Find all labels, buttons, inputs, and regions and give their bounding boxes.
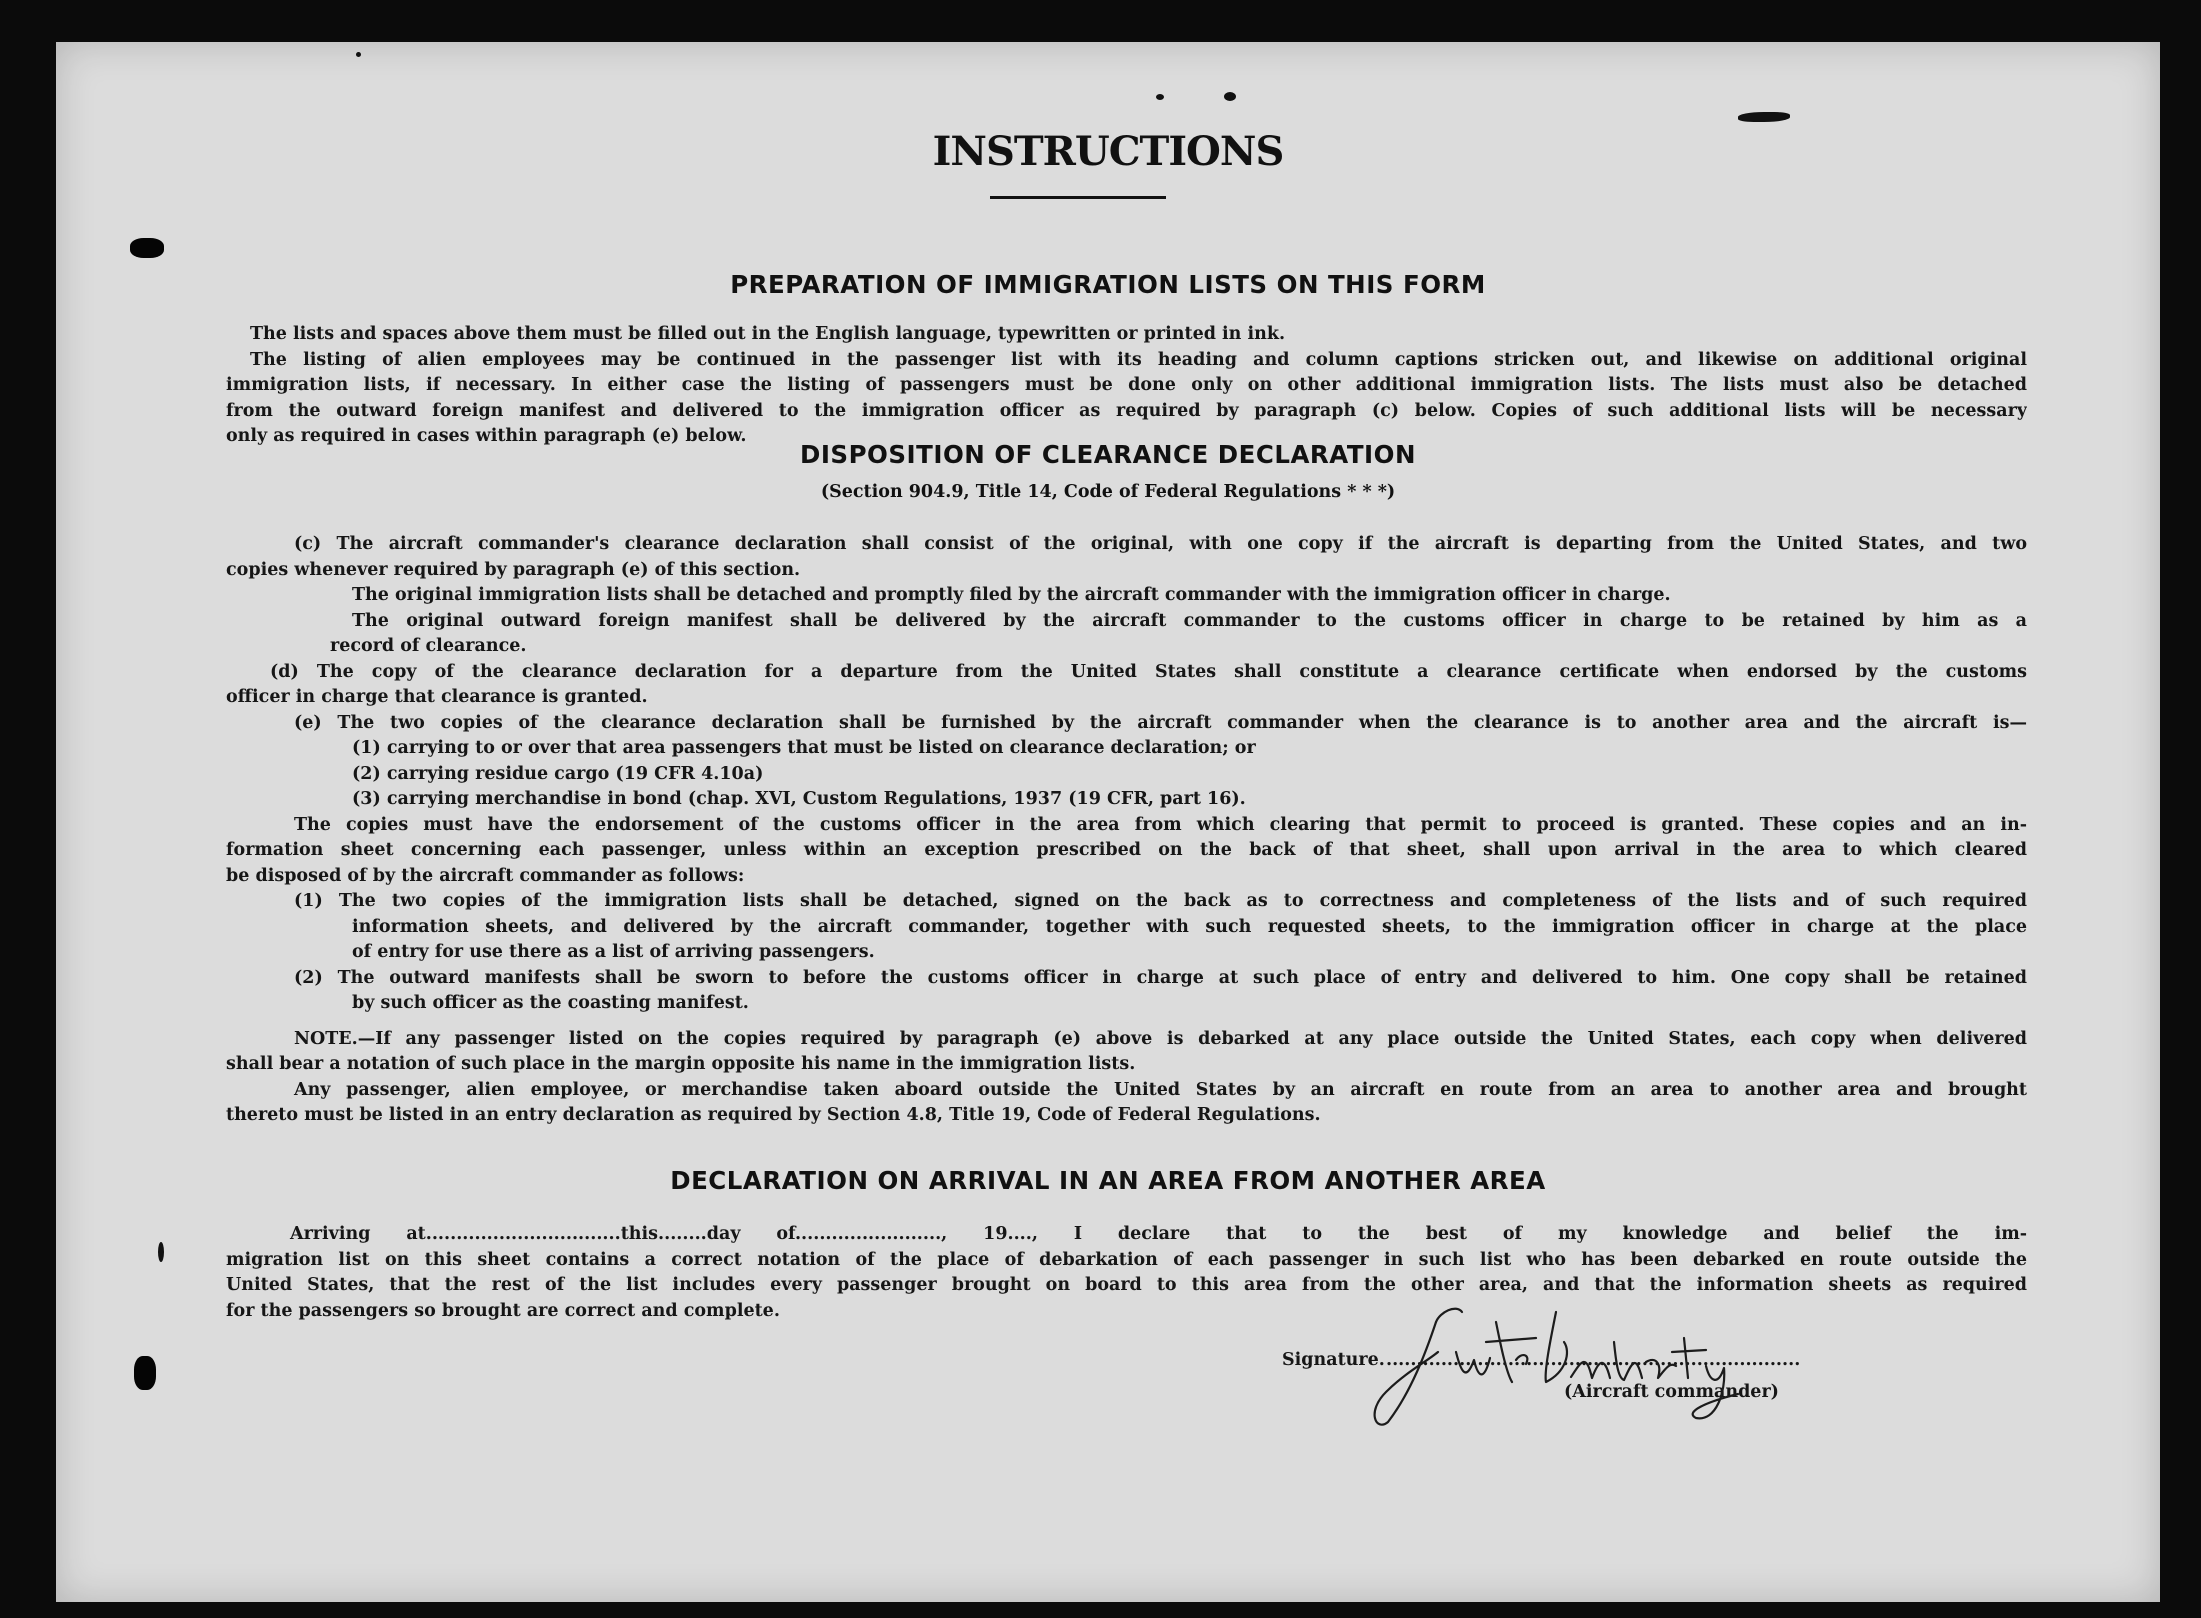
disposition-line: information sheets, and delivered by the aircraft commander, together with such requested sheets, to the immigration officer in charge at the place: [352, 916, 2027, 937]
disposition-line: of entry for use there as a list of arriving passengers.: [352, 942, 875, 962]
disposition-line: The original outward foreign manifest shall be delivered by the aircraft commander to the customs officer in charge to be retained by him as a: [352, 610, 2027, 631]
preparation-heading: PREPARATION OF IMMIGRATION LISTS ON THIS FORM: [730, 270, 1486, 299]
preparation-body: [226, 322, 2027, 450]
arrival-heading: DECLARATION ON ARRIVAL IN AN AREA FROM ANOTHER AREA: [670, 1166, 1546, 1195]
disposition-line: record of clearance.: [330, 636, 527, 656]
disposition-line: NOTE.—If any passenger listed on the copies required by paragraph (e) above is debarked at any place outside the United States, each copy when delivered: [294, 1028, 2027, 1049]
ink-speck: [1156, 94, 1164, 100]
disposition-line: (3) carrying merchandise in bond (chap. XVI, Custom Regulations, 1937 (19 CFR, part 16).: [352, 789, 1246, 809]
disposition-line: (1) The two copies of the immigration lists shall be detached, signed on the back as to correctness and completeness of the lists and of such required: [294, 891, 2027, 911]
disposition-line: be disposed of by the aircraft commander as follows:: [226, 865, 745, 886]
disposition-heading: DISPOSITION OF CLEARANCE DECLARATION: [799, 440, 1416, 469]
document-page: [56, 42, 2160, 1602]
disposition-subheading: (Section 904.9, Title 14, Code of Federal Regulations * * *): [820, 482, 1396, 502]
disposition-line: (c) The aircraft commander's clearance declaration shall consist of the original, with one copy if the aircraft is departing from the United States, and two: [294, 534, 2027, 554]
disposition-body: [226, 532, 2027, 1129]
disposition-line: copies whenever required by paragraph (e) of this section.: [226, 559, 801, 580]
preparation-line: The listing of alien employees may be continued in the passenger list with its heading and column captions stricken out, and likewise on additional original: [250, 349, 2027, 370]
arrival-line: Arriving at................................this........day of........................, 19...., I declare that to the best of my knowledge and belief the im-: [290, 1224, 2027, 1244]
disposition-line: (e) The two copies of the clearance declaration shall be furnished by the aircraft commander when the clearance is to another area and the aircraft is—: [294, 712, 2027, 733]
ink-speck: [1224, 92, 1236, 101]
disposition-line: officer in charge that clearance is granted.: [226, 687, 648, 707]
handwritten-signature: [1366, 1282, 1806, 1432]
signature-dots: ....................................................................: [1386, 1350, 1801, 1370]
arrival-line: United States, that the rest of the list includes every passenger brought on board to this area from the other area, and that the information sheets as required: [226, 1275, 2027, 1295]
disposition-line: (2) carrying residue cargo (19 CFR 4.10a): [352, 763, 764, 784]
signature-role: (Aircraft commander): [1564, 1382, 1779, 1402]
signature-label: Signature.: [1282, 1350, 1385, 1370]
disposition-line: Any passenger, alien employee, or merchandise taken aboard outside the United States by an aircraft en route from an area to another area and brought: [294, 1079, 2027, 1100]
preparation-line: only as required in cases within paragraph (e) below.: [226, 426, 747, 446]
ink-speck: [1738, 112, 1790, 122]
title-underline: [990, 196, 1166, 199]
disposition-line: The original immigration lists shall be detached and promptly filed by the aircraft commander with the immigration officer in charge.: [352, 585, 1671, 605]
disposition-line: formation sheet concerning each passenger, unless within an exception prescribed on the back of that sheet, shall upon arrival in the area to which cleared: [226, 840, 2027, 860]
disposition-line: thereto must be listed in an entry declaration as required by Section 4.8, Title 19, Code of Federal Regulations.: [226, 1105, 1321, 1125]
ink-speck: [356, 52, 361, 57]
disposition-line: (1) carrying to or over that area passengers that must be listed on clearance declaration; or: [352, 738, 1256, 758]
arrival-line: migration list on this sheet contains a correct notation of the place of debarkation of each passenger in such list who has been debarked en route outside the: [226, 1249, 2027, 1270]
disposition-line: (2) The outward manifests shall be sworn to before the customs officer in charge at such place of entry and delivered to him. One copy shall be retained: [294, 967, 2027, 988]
disposition-line: by such officer as the coasting manifest.: [352, 993, 749, 1013]
arrival-line: for the passengers so brought are correct and complete.: [226, 1300, 780, 1321]
page-title: INSTRUCTIONS: [932, 128, 1284, 175]
disposition-line: shall bear a notation of such place in the margin opposite his name in the immigration lists.: [226, 1054, 1136, 1074]
punch-hole-mark: [130, 238, 164, 258]
punch-hole-mark: [134, 1356, 156, 1390]
preparation-line: from the outward foreign manifest and delivered to the immigration officer as required by paragraph (c) below. Copies of such additional lists will be necessary: [226, 400, 2027, 421]
ink-speck: [158, 1242, 164, 1262]
preparation-line: The lists and spaces above them must be filled out in the English language, typewritten or printed in ink.: [250, 324, 1286, 344]
preparation-line: immigration lists, if necessary. In either case the listing of passengers must be done only on other additional immigration lists. The lists must also be detached: [226, 375, 2027, 395]
disposition-line: The copies must have the endorsement of the customs officer in the area from which clearing that permit to proceed is granted. These copies and an in-: [294, 814, 2027, 835]
disposition-line: (d) The copy of the clearance declaration for a departure from the United States shall constitute a clearance certificate when endorsed by the customs: [270, 661, 2027, 682]
